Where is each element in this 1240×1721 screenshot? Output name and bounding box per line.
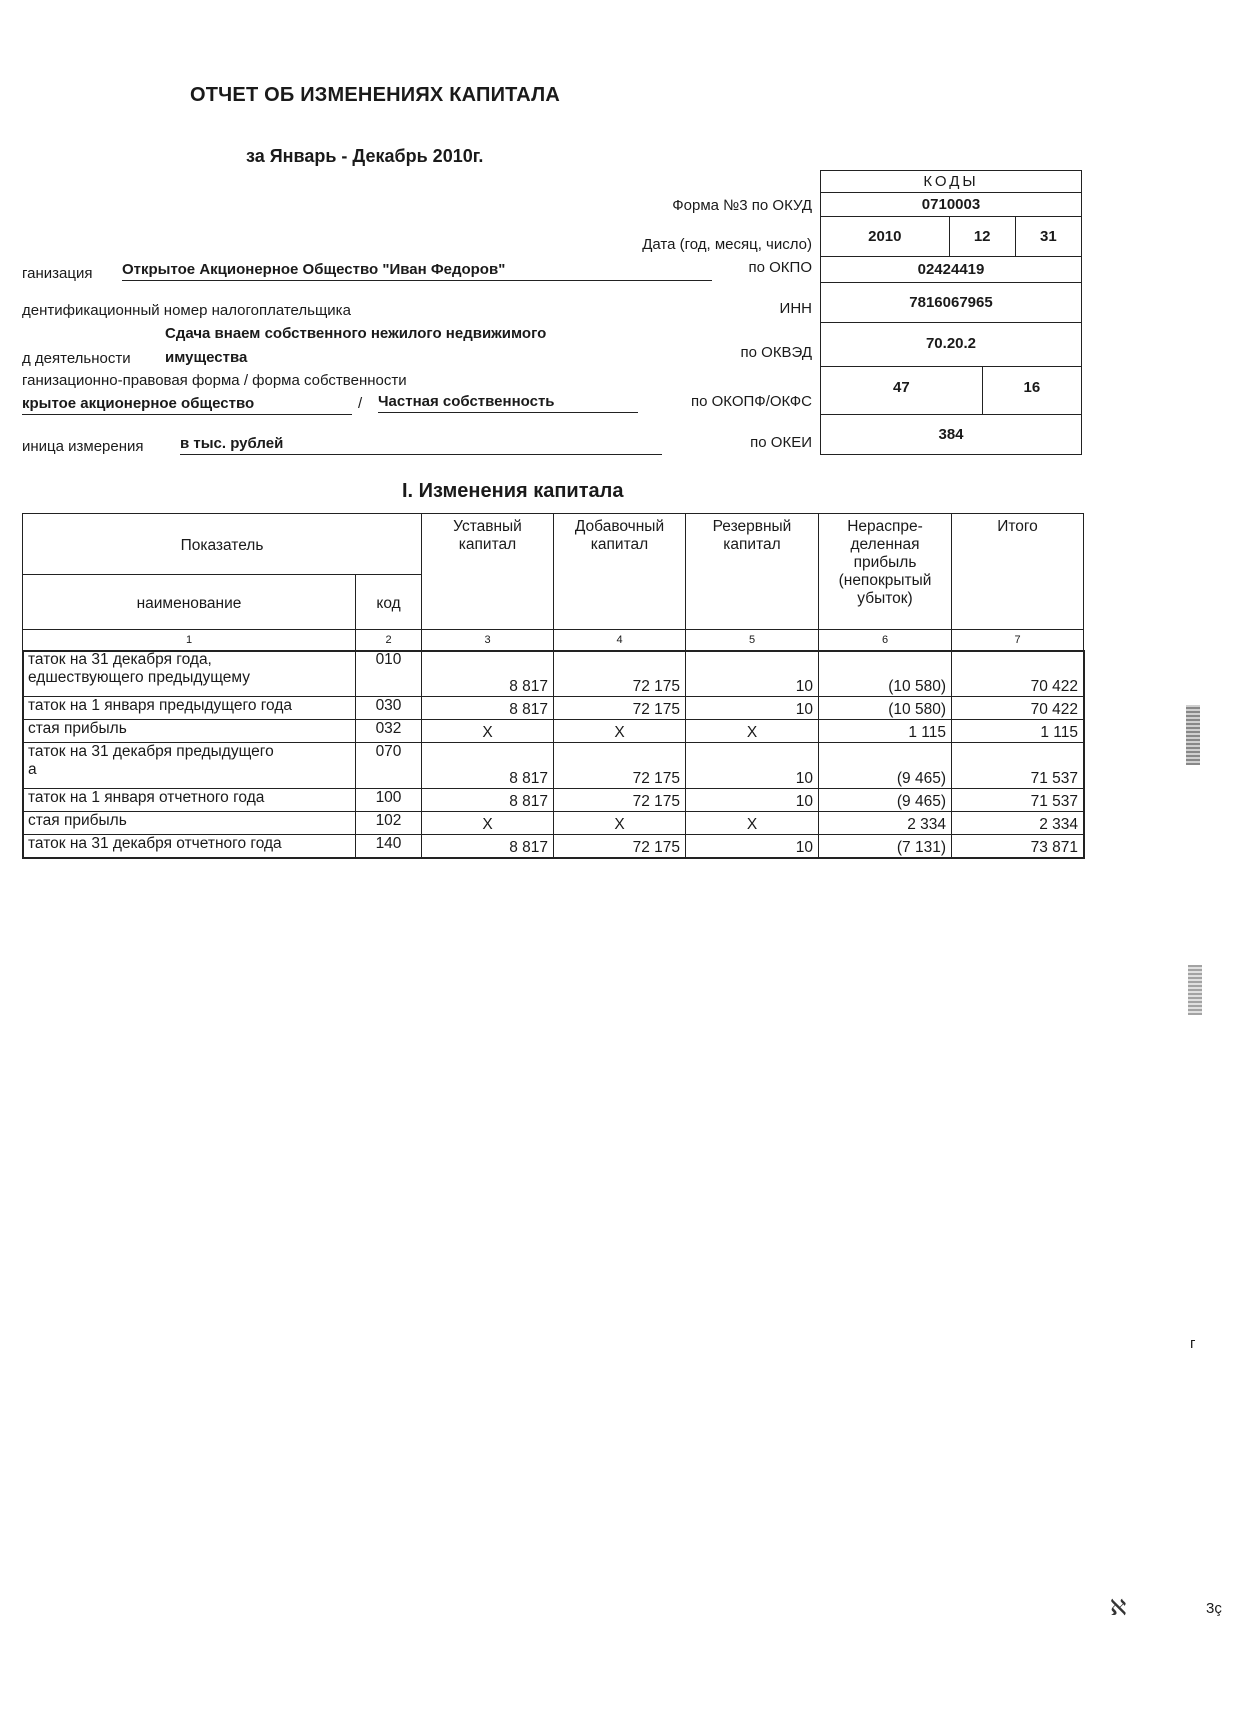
colnum-4: 4 (554, 630, 686, 651)
row-c6: (10 580) (819, 651, 952, 697)
row-c4: 72 175 (554, 743, 686, 789)
row-c7: 73 871 (952, 835, 1084, 858)
codes-box (820, 170, 1082, 455)
capital-changes-table (22, 513, 1084, 858)
row-c5: 10 (686, 789, 819, 812)
date-day: 31 (1015, 217, 1081, 257)
row-c3: 8 817 (422, 651, 554, 697)
header-col3: Уставный капитал (422, 514, 554, 630)
okopf-code: 47 (821, 367, 983, 415)
row-name-line: таток на 31 декабря предыдущего (28, 743, 274, 760)
table-row (23, 812, 1084, 835)
header-col6: Нераспре- деленная прибыль (непокрытый убыток) (819, 514, 952, 630)
row-c3: 8 817 (422, 697, 554, 720)
row-name-line: стая прибыль (28, 720, 127, 737)
row-code: 140 (356, 835, 422, 858)
header-indicator: Показатель (23, 514, 422, 575)
row-name (23, 743, 356, 789)
legal-form: крытое акционерное общество (22, 395, 352, 415)
row-c5: X (686, 812, 819, 835)
row-c6: (9 465) (819, 789, 952, 812)
row-c4: 72 175 (554, 835, 686, 858)
row-c7: 70 422 (952, 651, 1084, 697)
row-c4: 72 175 (554, 651, 686, 697)
header-col5: Резервный капитал (686, 514, 819, 630)
row-c3: 8 817 (422, 743, 554, 789)
row-name (23, 789, 356, 812)
colnum-5: 5 (686, 630, 819, 651)
row-c4: X (554, 720, 686, 743)
okei-code: 384 (821, 415, 1082, 455)
row-c7: 1 115 (952, 720, 1084, 743)
colnum-1: 1 (23, 630, 356, 651)
date-year: 2010 (821, 217, 950, 257)
inn-label: ИНН (779, 300, 812, 317)
colnum-6: 6 (819, 630, 952, 651)
row-c3: X (422, 812, 554, 835)
org-label: ганизация (22, 265, 93, 282)
row-name (23, 812, 356, 835)
row-c3: X (422, 720, 554, 743)
row-c6: (9 465) (819, 743, 952, 789)
row-c4: 72 175 (554, 697, 686, 720)
row-name (23, 835, 356, 858)
okud-code: 0710003 (821, 193, 1082, 217)
row-c6: (10 580) (819, 697, 952, 720)
header-code: код (356, 575, 422, 630)
row-name (23, 697, 356, 720)
row-c6: 2 334 (819, 812, 952, 835)
table-row (23, 835, 1084, 858)
row-name-line: а (28, 761, 37, 778)
unit-value: в тыс. рублей (180, 435, 662, 455)
codes-header: КОДЫ (821, 171, 1082, 193)
row-c5: 10 (686, 697, 819, 720)
row-code: 100 (356, 789, 422, 812)
activity-line2: имущества (165, 349, 248, 366)
slash: / (358, 395, 363, 412)
row-c4: 72 175 (554, 789, 686, 812)
row-c3: 8 817 (422, 835, 554, 858)
table-row (23, 743, 1084, 789)
inn-caption: дентификационный номер налогоплательщика (22, 302, 351, 319)
unit-label: иница измерения (22, 438, 144, 455)
okved-code: 70.20.2 (821, 323, 1082, 367)
row-c5: 10 (686, 835, 819, 858)
activity-line1: Сдача внаем собственного нежилого недвижимого (165, 325, 547, 342)
row-name-line: таток на 31 декабря года, (28, 651, 212, 668)
page-number: 3ç (1206, 1600, 1222, 1617)
table-body (23, 651, 1084, 858)
row-c4: X (554, 812, 686, 835)
okfs-code: 16 (982, 367, 1081, 415)
side-mark: г (1190, 1335, 1196, 1352)
handwritten-mark: ℵ (1110, 1595, 1127, 1620)
header-name: наименование (23, 575, 356, 630)
table-row (23, 720, 1084, 743)
row-c7: 70 422 (952, 697, 1084, 720)
table-row (23, 789, 1084, 812)
row-code: 070 (356, 743, 422, 789)
row-code: 010 (356, 651, 422, 697)
row-c5: 10 (686, 743, 819, 789)
row-code: 102 (356, 812, 422, 835)
date-label: Дата (год, месяц, число) (642, 236, 812, 253)
row-name-line: таток на 31 декабря отчетного года (28, 835, 282, 852)
row-name-line: таток на 1 января отчетного года (28, 789, 265, 806)
colnum-3: 3 (422, 630, 554, 651)
colnum-7: 7 (952, 630, 1084, 651)
okopf-label: по ОКОПФ/ОКФС (690, 393, 812, 410)
section-title: I. Изменения капитала (402, 480, 624, 502)
header-col7: Итого (952, 514, 1084, 630)
date-month: 12 (949, 217, 1015, 257)
row-name (23, 651, 356, 697)
report-title: ОТЧЕТ ОБ ИЗМЕНЕНИЯХ КАПИТАЛА (190, 84, 561, 106)
report-period: за Январь - Декабрь 2010г. (246, 146, 484, 166)
row-c7: 71 537 (952, 789, 1084, 812)
legal-caption: ганизационно-правовая форма / форма собственности (22, 372, 407, 389)
scan-artifact (1186, 705, 1200, 765)
row-c6: 1 115 (819, 720, 952, 743)
colnum-2: 2 (356, 630, 422, 651)
row-c7: 2 334 (952, 812, 1084, 835)
form-label: Форма №3 по ОКУД (672, 197, 812, 214)
row-code: 032 (356, 720, 422, 743)
row-c6: (7 131) (819, 835, 952, 858)
row-name-line: таток на 1 января предыдущего года (28, 697, 292, 714)
row-c7: 71 537 (952, 743, 1084, 789)
row-c3: 8 817 (422, 789, 554, 812)
row-c5: 10 (686, 651, 819, 697)
org-value: Открытое Акционерное Общество "Иван Федоров" (122, 261, 712, 281)
row-name (23, 720, 356, 743)
ownership: Частная собственность (378, 393, 638, 413)
row-code: 030 (356, 697, 422, 720)
row-name-line: стая прибыль (28, 812, 127, 829)
table-row (23, 697, 1084, 720)
okpo-code: 02424419 (821, 257, 1082, 283)
table-row (23, 651, 1084, 697)
row-name-line: едшествующего предыдущему (28, 669, 250, 686)
activity-label: д деятельности (22, 350, 131, 367)
header-col4: Добавочный капитал (554, 514, 686, 630)
row-c5: X (686, 720, 819, 743)
okei-label: по ОКЕИ (750, 434, 812, 451)
okpo-label: по ОКПО (748, 259, 812, 276)
okved-label: по ОКВЭД (740, 344, 812, 361)
inn-code: 7816067965 (821, 283, 1082, 323)
scan-artifact (1188, 965, 1202, 1015)
